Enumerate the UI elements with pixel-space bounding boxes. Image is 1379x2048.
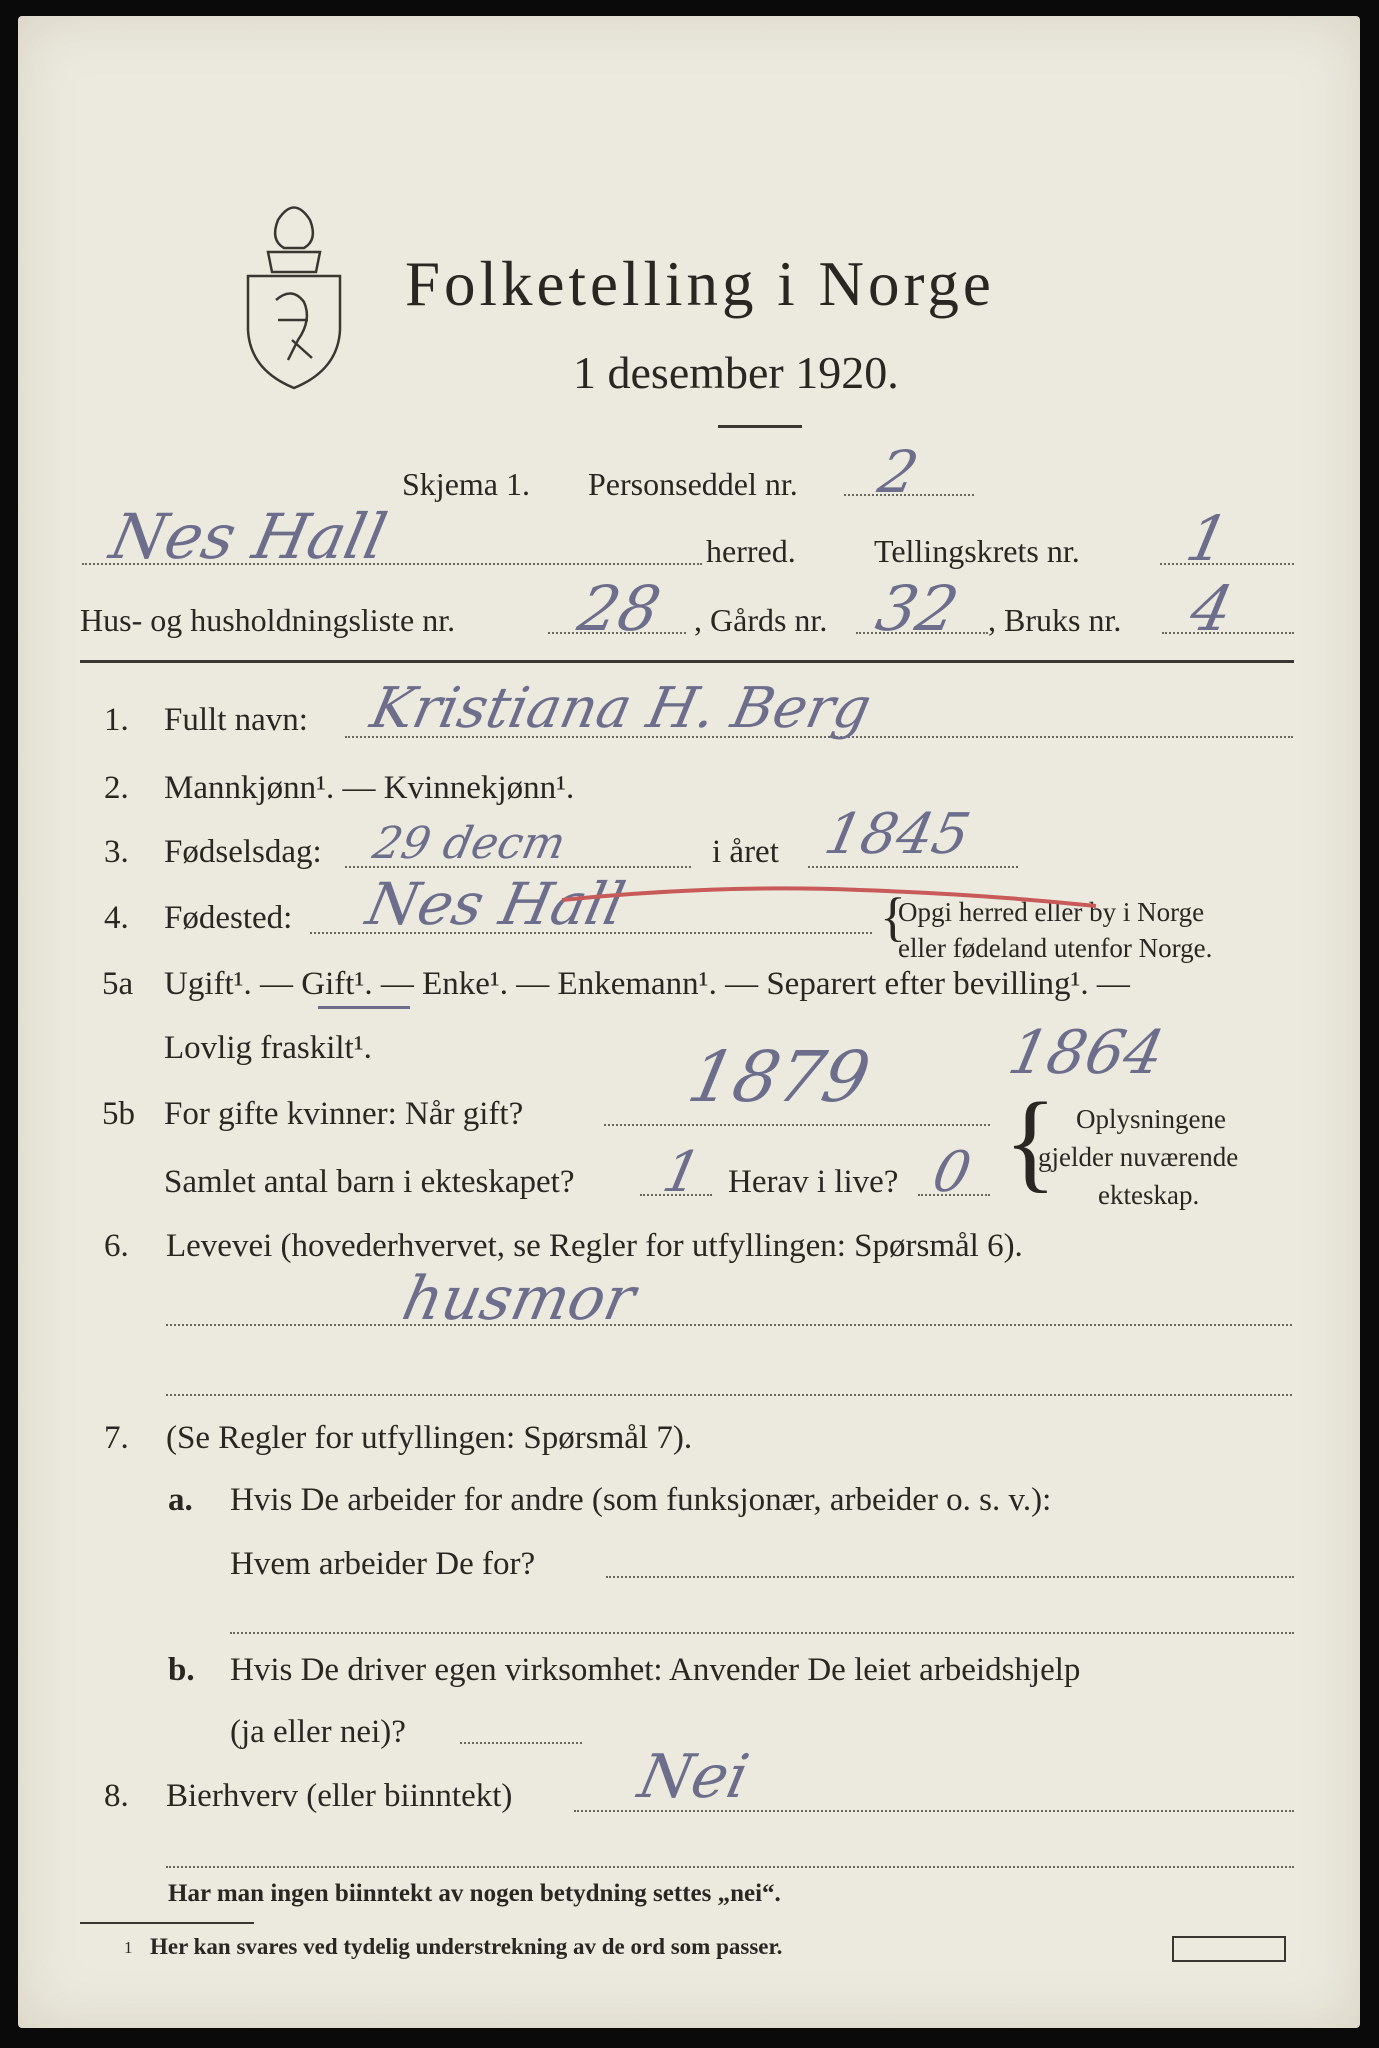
red-strike-mark [560,880,1100,920]
q5a-label-line2: Lovlig fraskilt¹. [164,1030,372,1066]
tellingskrets-value[interactable]: 1 [1180,502,1236,575]
coat-of-arms-emblem [238,190,350,390]
q3-year-label: i året [712,834,779,870]
children-label: Samlet antal barn i ekteskapet? [164,1164,575,1200]
q7b-line [460,1742,582,1744]
q2-label: Mannkjønn¹. — Kvinnekjønn¹. [164,770,575,806]
q7a-label-line2: Hvem arbeider De for? [230,1546,536,1582]
q6-number: 6. [104,1228,129,1264]
q3-number: 3. [104,834,129,870]
q7b-label-line2: (ja eller nei)? [230,1714,406,1750]
q2-number: 2. [104,770,129,806]
q5b-brace: { [1004,1080,1057,1202]
q4-brace: { [880,887,906,947]
q6-label: Levevei (hovederhvervet, se Regler for utfyllingen: Spørsmål 6). [166,1228,1023,1264]
printer-stamp [1172,1936,1286,1962]
birth-day-value[interactable]: 29 decm [368,818,570,869]
q5a-number: 5a [102,966,134,1002]
header-divider [80,660,1294,663]
q7b-label: Hvis De driver egen virksomhet: Anvender De leiet arbeidshjelp [230,1652,1081,1688]
q4-number: 4. [104,900,129,936]
q7a-line1 [606,1576,1294,1578]
census-date: 1 desember 1920. [573,347,899,398]
q1-number: 1. [104,702,129,738]
occupation-value[interactable]: husmor [396,1264,642,1334]
q7a-label: Hvis De arbeider for andre (som funksjonær, arbeider o. s. v.): [230,1482,1052,1518]
husliste-label: Hus- og husholdningsliste nr. [80,602,456,638]
footnote-text: Her kan svares ved tydelig understrekning av de ord som passer. [150,1934,783,1959]
q4-note-line2: eller fødeland utenfor Norge. [898,933,1213,963]
tellingskrets-label: Tellingskrets nr. [874,533,1080,569]
personseddel-label: Personseddel nr. [588,466,798,502]
bruks-label: , Bruks nr. [988,602,1122,638]
q7-label: (Se Regler for utfyllingen: Spørsmål 7). [166,1420,693,1456]
alive-value[interactable]: 0 [927,1140,977,1205]
q7a-line2 [230,1632,1294,1634]
husliste-value[interactable]: 28 [572,572,667,645]
side-income-value[interactable]: Nei [632,1742,755,1812]
children-value[interactable]: 1 [657,1140,707,1205]
alive-label: Herav i live? [728,1164,899,1200]
tellingskrets-line [1160,563,1294,565]
personseddel-value[interactable]: 2 [872,438,925,506]
q6-line2 [166,1394,1292,1396]
q6-line1 [166,1324,1292,1326]
gift-underline [318,1006,410,1009]
q8-label: Bierhverv (eller biinntekt) [166,1778,513,1814]
q5a-label: Ugift¹. — Gift¹. — Enke¹. — Enkemann¹. — Separert efter bevilling¹. — [164,966,1130,1002]
q8-line2 [166,1866,1294,1868]
q8-number: 8. [104,1778,129,1814]
married-year-extra[interactable]: 1864 [1002,1018,1171,1088]
footnote-divider [80,1922,254,1924]
married-year-value[interactable]: 1879 [681,1036,877,1118]
title-divider [718,425,802,428]
full-name-value[interactable]: Kristiana H. Berg [365,676,877,741]
herred-value[interactable]: Nes Hall [104,500,393,573]
bruks-value[interactable]: 4 [1184,572,1240,645]
q5b-number: 5b [102,1096,135,1132]
q1-label: Fullt navn: [164,702,308,738]
q7-number: 7. [104,1420,129,1456]
q5b-married-line [604,1124,990,1126]
income-note: Har man ingen biinntekt av nogen betydning settes „nei“. [168,1880,781,1907]
q7b-number: b. [168,1652,195,1688]
bruks-line [1162,632,1294,634]
birth-year-value[interactable]: 1845 [819,802,976,867]
gards-value[interactable]: 32 [870,572,965,645]
herred-label: herred. [706,533,796,569]
q5b-label: For gifte kvinner: Når gift? [164,1096,524,1132]
q5b-note-line3: ekteskap. [1098,1180,1200,1210]
q4-note-line1: Opgi herred eller by i Norge [898,897,1205,927]
q7a-number: a. [168,1482,193,1518]
birthplace-value[interactable]: Nes Hall [360,870,631,938]
q5b-note-line2: gjelder nuværende [1038,1142,1239,1172]
gards-label: , Gårds nr. [694,602,828,638]
footnote-mark: 1 [124,1938,133,1957]
form-title: Folketelling i Norge [405,249,995,319]
q5b-note-line1: Oplysningene [1076,1104,1226,1134]
schema-label: Skjema 1. [402,466,530,502]
q4-label: Fødested: [164,900,293,936]
q3-label: Fødselsdag: [164,834,322,870]
